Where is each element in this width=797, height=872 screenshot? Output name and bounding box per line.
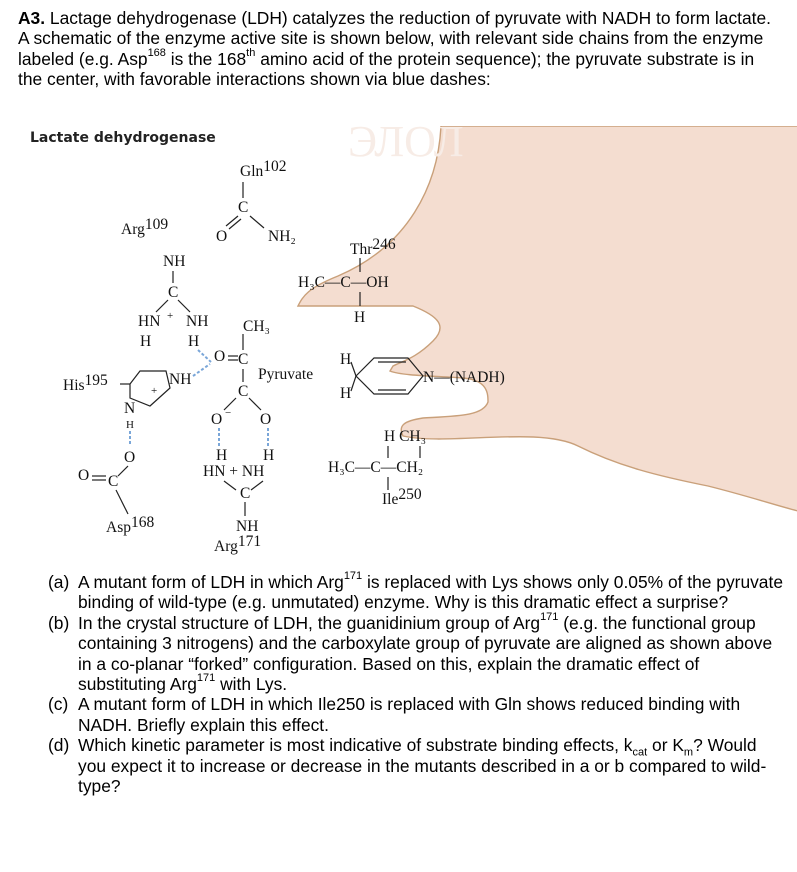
arg109-c: C	[168, 284, 179, 301]
question-d-text-2: or K	[647, 735, 684, 756]
question-d-text-3: ? Would you expect it to increase or decrease in the mutants described in a or b compared to wild-type?	[78, 735, 767, 797]
gln-label: Gln102	[240, 158, 287, 180]
question-d	[48, 735, 783, 796]
arg109-hn: HN	[138, 313, 161, 330]
pyr-c1: C	[238, 383, 249, 400]
gln-o: O	[216, 228, 228, 245]
asp-label: Asp168	[106, 514, 155, 536]
arg109-label: Arg109	[121, 216, 169, 238]
problem-intro	[18, 8, 783, 90]
pyr-o: O	[214, 348, 226, 365]
question-a-sup: 171	[343, 570, 363, 583]
question-c	[48, 694, 783, 735]
question-b-label: (b)	[48, 612, 70, 633]
thr-group: H₃C—C—OH	[298, 274, 389, 291]
figure-title: Lactate dehydrogenase	[30, 130, 216, 146]
question-a	[48, 572, 783, 613]
his-n: N	[124, 400, 136, 417]
asp-o1: O	[124, 449, 136, 466]
thr-h: H	[354, 309, 366, 326]
arg109-h1: H	[140, 333, 152, 350]
arg109-h2: H	[188, 333, 200, 350]
pyr-o2: O	[260, 411, 272, 428]
question-list	[48, 572, 783, 796]
gln-nh2: NH₂	[268, 228, 296, 245]
gln-c: C	[238, 199, 249, 216]
problem-label: A3.	[18, 8, 46, 28]
intro-sup-2: th	[246, 47, 256, 60]
question-b-sup-2: 171	[196, 672, 216, 685]
question-b-text-3: with Lys.	[215, 674, 288, 695]
asp-c: C	[108, 473, 119, 490]
arg109-nh-2: NH	[186, 313, 209, 330]
ile-top: H CH₃	[384, 428, 427, 445]
pyr-o1: O	[211, 411, 223, 428]
active-site-figure	[18, 126, 797, 566]
question-b	[48, 613, 783, 695]
intro-text-3: amino acid of the protein sequence); the pyruvate substrate is in the center, with favorable interactions shown via blue dashes:	[18, 48, 755, 90]
question-d-sub-1: cat	[632, 746, 648, 759]
question-d-text-1: Which kinetic parameter is most indicative of substrate binding effects, k	[78, 735, 633, 756]
arg171-label: Arg171	[214, 533, 262, 555]
arg171-c: C	[240, 485, 251, 502]
question-a-text-2: is replaced with Lys shows only 0.05% of the pyruvate binding of wild-type (e.g. unmutated) enzyme. Why is this dramatic effect a surprise?	[78, 572, 783, 613]
his-nh: NH	[169, 371, 192, 388]
intro-text-2: is the 168	[165, 48, 247, 69]
bg-watermark: ЭЛОЛ	[348, 126, 464, 166]
asp-o2: O	[78, 467, 90, 484]
active-site-diagram	[18, 126, 797, 566]
question-a-text-1: A mutant form of LDH in which Arg	[78, 572, 344, 592]
question-b-sup-1: 171	[540, 611, 559, 624]
thr-label: Thr246	[350, 236, 396, 258]
ile-label: Ile250	[382, 486, 422, 508]
intro-sup-1: 168	[147, 47, 166, 60]
pyr-c2: C	[238, 351, 249, 368]
question-c-label: (c)	[48, 694, 69, 715]
arg109-nh: NH	[163, 253, 186, 270]
pyr-minus: −	[225, 407, 232, 419]
his-h: H	[126, 419, 134, 431]
his-plus: +	[151, 385, 158, 397]
pyr-ch3: CH₃	[243, 318, 270, 335]
question-a-label: (a)	[48, 572, 70, 592]
pyruvate-label: Pyruvate	[258, 366, 314, 383]
question-c-text: A mutant form of LDH in which Ile250 is replaced with Gln shows reduced binding with NADH. Briefly explain this effect.	[78, 694, 741, 735]
arg109-plus: +	[167, 310, 174, 322]
nadh-h1: H	[340, 351, 352, 368]
nadh-h2: H	[340, 385, 352, 402]
intro-text-1: Lactage dehydrogenase (LDH) catalyzes the reduction of pyruvate with NADH to form lactate. A schematic of the enzyme active site is shown below, with relevant side chains from the enzyme labeled (e.g. Asp	[18, 8, 772, 69]
question-d-sub-2: m	[683, 746, 694, 759]
ile-group: H₃C—C—CH₂	[328, 459, 424, 476]
question-b-text-2: (e.g. the functional group containing 3 nitrogens) and the carboxylate group of pyruvate are aligned as shown above in a co-planar “forked” configuration. Based on this, explain the dramatic effect of substituting Arg	[78, 612, 773, 695]
arg171-group: HN + NH	[203, 463, 265, 480]
nadh-label: N—(NADH)	[423, 369, 505, 386]
arg171-nh: NH	[236, 518, 259, 535]
question-b-text-1: In the crystal structure of LDH, the guanidinium group of Arg	[78, 612, 541, 633]
arg171-h2: H	[263, 447, 275, 464]
his-label: His195	[63, 372, 108, 394]
question-d-label: (d)	[48, 735, 70, 756]
arg171-h1: H	[216, 447, 228, 464]
